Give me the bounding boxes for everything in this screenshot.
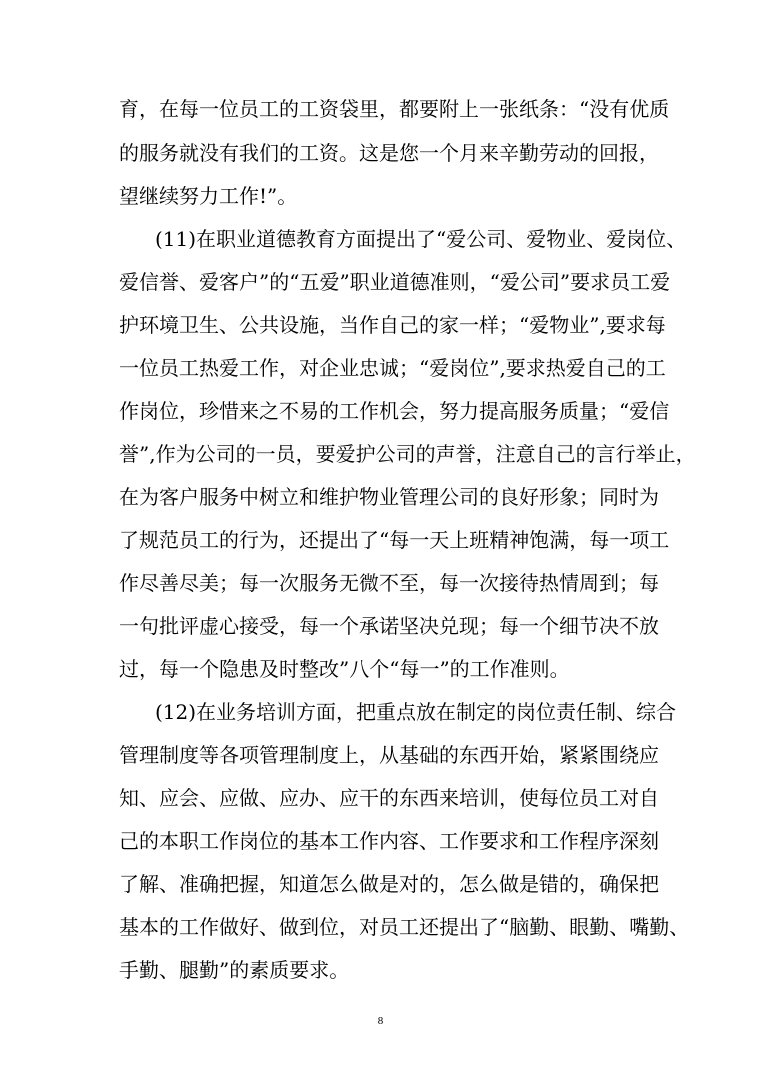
text-line: 一句批评虚心接受，每一个承诺坚决兑现；每一个细节决不放 (119, 614, 659, 638)
text-line: 护环境卫生、公共设施，当作自己的家一样；“爱物业”,要求每 (119, 313, 666, 337)
text-line: 在为客户服务中树立和维护物业管理公司的良好形象；同时为 (119, 485, 659, 509)
text-line: 誉”,作为公司的一员，要爱护公司的声誉，注意自己的言行举止， (119, 442, 696, 466)
text-line: 育，在每一位员工的工资袋里，都要附上一张纸条：“没有优质 (119, 97, 670, 121)
text-line: (12)在业务培训方面，把重点放在制定的岗位责任制、综合 (155, 700, 677, 724)
text-line: 知、应会、应做、应办、应干的东西来培训，使每位员工对自 (119, 786, 659, 810)
text-line: 管理制度等各项管理制度上，从基础的东西开始，紧紧围绕应 (119, 743, 659, 767)
text-line: 的服务就没有我们的工资。这是您一个月来辛勤劳动的回报， (119, 141, 659, 165)
text-line: 过，每一个隐患及时整改”八个“每一”的工作准则。 (119, 657, 570, 681)
text-line: 作岗位，珍惜来之不易的工作机会，努力提高服务质量；“爱信 (119, 399, 670, 423)
page-number: 8 (377, 1015, 384, 1027)
text-line: 己的本职工作岗位的基本工作内容、工作要求和工作程序深刻 (119, 829, 659, 853)
text-line: 作尽善尽美；每一次服务无微不至，每一次接待热情周到；每 (119, 571, 659, 595)
text-line: 望继续努力工作!”。 (119, 184, 298, 208)
text-line: 爱信誉、爱客户”的“五爱”职业道德准则，“爱公司”要求员工爱 (119, 270, 671, 294)
text-line: 一位员工热爱工作，对企业忠诚；“爱岗位”,要求热爱自己的工 (119, 356, 666, 380)
text-line: (11)在职业道德教育方面提出了“爱公司、爱物业、爱岗位、 (155, 227, 687, 251)
text-line: 基本的工作做好、做到位，对员工还提出了“脑勤、眼勤、嘴勤、 (119, 915, 690, 939)
text-line: 手勤、腿勤”的素质要求。 (119, 958, 350, 982)
text-line: 了规范员工的行为，还提出了“每一天上班精神饱满，每一项工 (119, 528, 670, 552)
text-line: 了解、准确把握，知道怎么做是对的，怎么做是错的，确保把 (119, 872, 659, 896)
